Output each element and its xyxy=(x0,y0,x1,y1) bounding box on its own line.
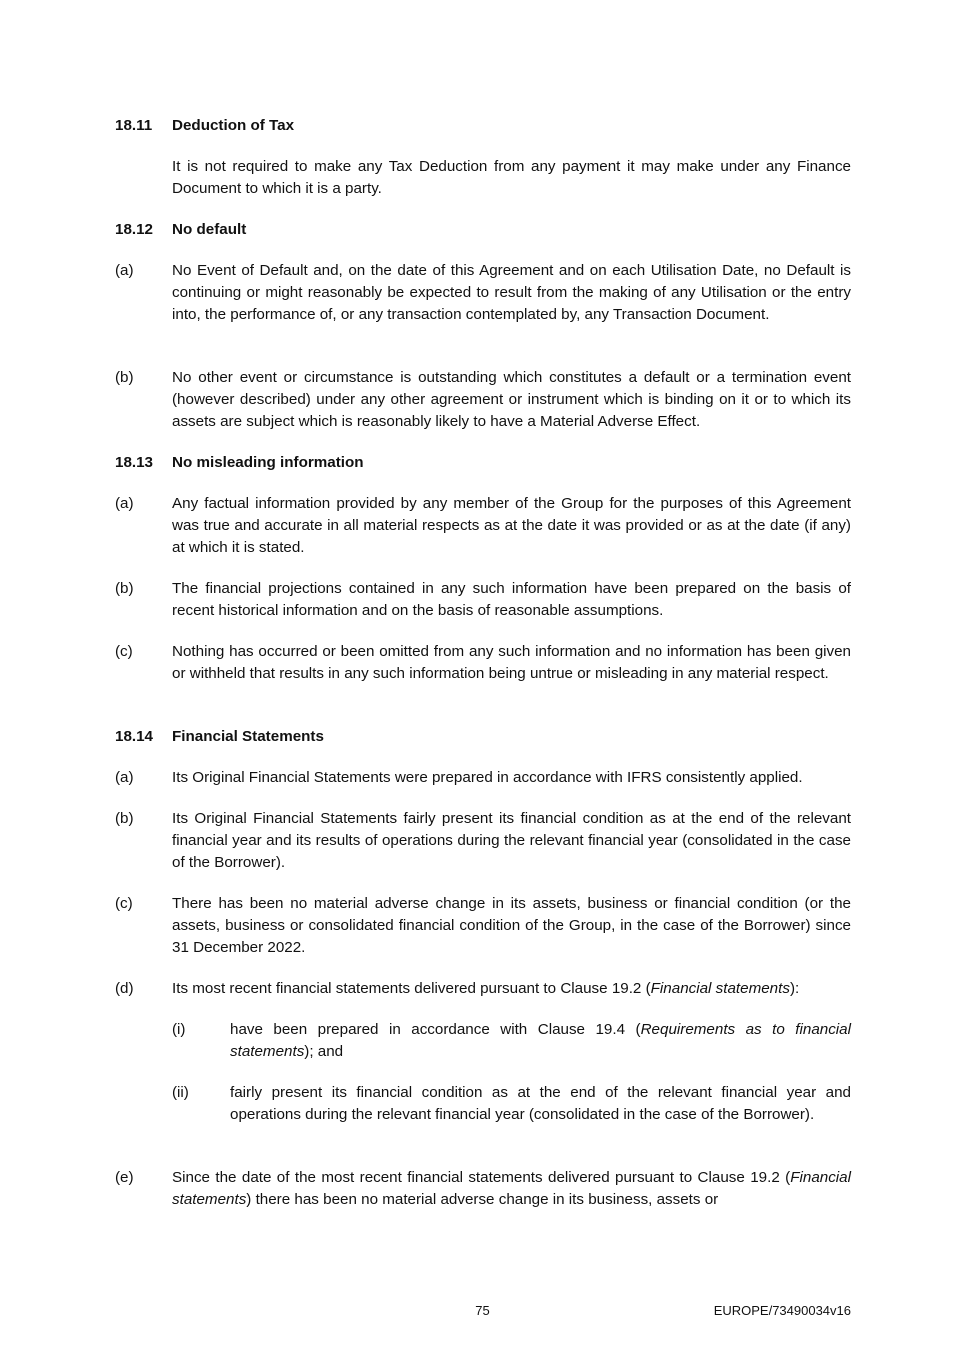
clause-text-part: ) there has been no material adverse change in its business, assets or xyxy=(246,1191,719,1208)
section-number: 18.14 xyxy=(115,728,154,745)
clause-text-part: have been prepared in accordance with Clause 19.4 ( xyxy=(230,1021,641,1038)
clause-text: Its Original Financial Statements fairly present its financial condition as at the end of the relevant financial year and its results of operations during the relevant financial year (consolidated in the case of the Borrower). xyxy=(172,810,851,871)
clause-text: Nothing has occurred or been omitted from any such information and no information has been given or withheld that results in any such information being untrue or misleading in any material respect. xyxy=(172,643,851,682)
section-title: Deduction of Tax xyxy=(172,117,295,134)
clause-18-13-c xyxy=(115,641,851,685)
section-title: No default xyxy=(172,221,247,238)
clause-text-part: Since the date of the most recent financial statements delivered pursuant to Clause 19.2 ( xyxy=(172,1169,791,1186)
section-heading-18-14 xyxy=(115,726,851,748)
clause-text-part: ): xyxy=(789,980,800,997)
section-number: 18.13 xyxy=(115,454,154,471)
clause-label: (c) xyxy=(115,643,133,660)
clause-18-12-a xyxy=(115,260,851,326)
clause-18-12-b xyxy=(115,367,851,433)
clause-reference: Requirements as to financial statements xyxy=(230,1021,852,1060)
clause-text: No other event or circumstance is outstanding which constitutes a default or a termination event (however described) under any other agreement or instrument which is binding on it or to which its assets are subject which is reasonably likely to have a Material Adverse Effect. xyxy=(172,369,851,430)
clause-18-14-a xyxy=(115,767,851,789)
clause-18-14-e xyxy=(115,1167,851,1211)
section-number: 18.11 xyxy=(115,117,153,134)
clause-text: The financial projections contained in any such information have been prepared on the basis of recent historical information and on the basis of reasonable assumptions. xyxy=(172,580,851,619)
clause-18-14-c xyxy=(115,893,851,959)
clause-label: (b) xyxy=(115,580,134,597)
clause-text-part: ); and xyxy=(304,1043,344,1060)
clause-label: (b) xyxy=(115,810,134,827)
section-number: 18.12 xyxy=(115,221,154,238)
clause-text-part: Its most recent financial statements delivered pursuant to Clause 19.2 ( xyxy=(172,980,651,997)
clause-18-14-d xyxy=(115,978,851,1000)
clause-18-14-b xyxy=(115,808,851,874)
clause-label: (a) xyxy=(115,495,134,512)
section-text-18-11: It is not required to make any Tax Deduction from any payment it may make under any Finance Document to which it is a party. xyxy=(172,158,851,197)
clause-label: (b) xyxy=(115,369,134,386)
clause-reference: Financial statements xyxy=(172,1169,851,1208)
clause-text: Any factual information provided by any member of the Group for the purposes of this Agreement was true and accurate in all material respects as at the date it was provided or as at the date (if any) at which it is stated. xyxy=(172,495,851,556)
clause-label: (d) xyxy=(115,980,134,997)
clause-18-14-d-ii xyxy=(172,1082,851,1126)
section-title: No misleading information xyxy=(172,454,364,471)
clause-reference: Financial statements xyxy=(650,980,790,997)
section-heading-18-12 xyxy=(115,219,851,241)
clause-18-14-d-i xyxy=(172,1019,851,1063)
clause-text xyxy=(172,1167,851,1211)
clause-text: Its Original Financial Statements were prepared in accordance with IFRS consistently applied. xyxy=(172,769,803,786)
clause-text xyxy=(230,1019,851,1063)
clause-text: fairly present its financial condition as at the end of the relevant financial year and operations during the relevant financial year (consolidated in the case of the Borrower). xyxy=(230,1084,851,1123)
clause-label: (c) xyxy=(115,895,133,912)
section-heading-18-11 xyxy=(115,115,851,137)
clause-text xyxy=(172,978,851,1000)
clause-label: (e) xyxy=(115,1169,134,1186)
section-title: Financial Statements xyxy=(172,728,324,745)
clause-18-13-b xyxy=(115,578,851,622)
section-heading-18-13 xyxy=(115,452,851,474)
clause-label: (a) xyxy=(115,262,134,279)
clause-text: There has been no material adverse change in its assets, business or financial condition (or the assets, business or consolidated financial condition of the Group, in the case of the Borrower) since 31 December 2022. xyxy=(172,895,851,956)
clause-label: (ii) xyxy=(172,1084,189,1101)
document-reference: EUROPE/73490034v16 xyxy=(713,1303,851,1318)
clause-label: (a) xyxy=(115,769,134,786)
clause-18-13-a xyxy=(115,493,851,559)
clause-label: (i) xyxy=(172,1021,186,1038)
clause-text: No Event of Default and, on the date of this Agreement and on each Utilisation Date, no Default is continuing or might reasonably be expected to result from the making of any Utilisation or the entry into, the performance of, or any transaction contemplated by, any Transaction Document. xyxy=(172,262,851,323)
page-number: 75 xyxy=(475,1303,490,1318)
